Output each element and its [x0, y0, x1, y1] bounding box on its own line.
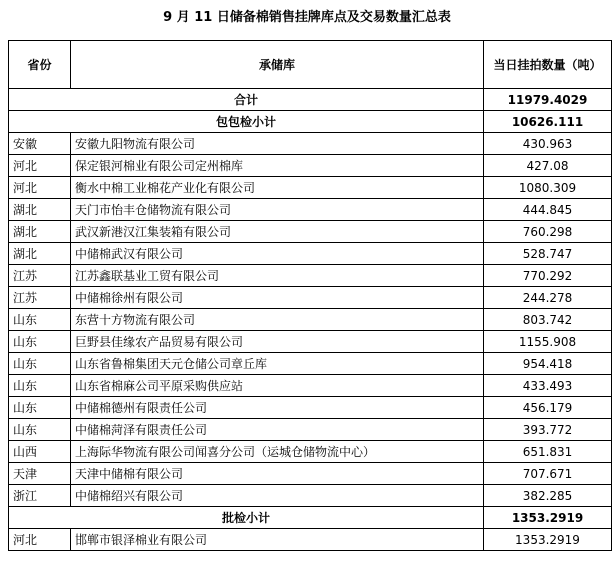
warehouse-cell: 东营十方物流有限公司 — [71, 309, 484, 331]
warehouse-cell: 中储棉德州有限责任公司 — [71, 397, 484, 419]
warehouse-cell: 山东省鲁棉集团天元仓储公司章丘库 — [71, 353, 484, 375]
quantity-cell: 651.831 — [484, 441, 612, 463]
province-cell: 山东 — [9, 375, 71, 397]
province-cell: 湖北 — [9, 221, 71, 243]
table-row — [9, 199, 612, 221]
table-row — [9, 265, 612, 287]
summary-table — [8, 40, 612, 551]
header-quantity: 当日挂拍数量（吨） — [484, 41, 612, 89]
warehouse-cell: 衡水中棉工业棉花产业化有限公司 — [71, 177, 484, 199]
province-cell: 河北 — [9, 155, 71, 177]
total-row — [9, 89, 612, 111]
warehouse-cell: 中储棉武汉有限公司 — [71, 243, 484, 265]
warehouse-cell: 山东省棉麻公司平原采购供应站 — [71, 375, 484, 397]
warehouse-cell: 江苏鑫联基业工贸有限公司 — [71, 265, 484, 287]
page-title: 9 月 11 日储备棉销售挂牌库点及交易数量汇总表 — [163, 10, 451, 25]
quantity-cell: 1155.908 — [484, 331, 612, 353]
subtotal-row — [9, 111, 612, 133]
province-cell: 山东 — [9, 331, 71, 353]
table-row — [9, 485, 612, 507]
quantity-cell: 430.963 — [484, 133, 612, 155]
province-cell: 江苏 — [9, 265, 71, 287]
header-warehouse: 承储库 — [71, 41, 484, 89]
subtotal-label: 包包检小计 — [9, 111, 484, 133]
warehouse-cell: 中储棉菏泽有限责任公司 — [71, 419, 484, 441]
table-row — [9, 287, 612, 309]
province-cell: 山东 — [9, 309, 71, 331]
province-cell: 浙江 — [9, 485, 71, 507]
table-row — [9, 375, 612, 397]
subtotal-label: 批检小计 — [9, 507, 484, 529]
subtotal-row — [9, 507, 612, 529]
quantity-cell: 427.08 — [484, 155, 612, 177]
province-cell: 安徽 — [9, 133, 71, 155]
province-cell: 湖北 — [9, 199, 71, 221]
warehouse-cell: 安徽九阳物流有限公司 — [71, 133, 484, 155]
province-cell: 山东 — [9, 397, 71, 419]
quantity-cell: 1080.309 — [484, 177, 612, 199]
province-cell: 江苏 — [9, 287, 71, 309]
quantity-cell: 382.285 — [484, 485, 612, 507]
total-value: 11979.4029 — [484, 89, 612, 111]
table-row — [9, 397, 612, 419]
quantity-cell: 433.493 — [484, 375, 612, 397]
warehouse-cell: 天门市怡丰仓储物流有限公司 — [71, 199, 484, 221]
table-row — [9, 419, 612, 441]
header-province: 省份 — [9, 41, 71, 89]
quantity-cell: 760.298 — [484, 221, 612, 243]
table-row — [9, 463, 612, 485]
quantity-cell: 456.179 — [484, 397, 612, 419]
table-body — [9, 89, 612, 551]
warehouse-cell: 武汉新港汉江集装箱有限公司 — [71, 221, 484, 243]
table-row — [9, 441, 612, 463]
quantity-cell: 393.772 — [484, 419, 612, 441]
table-row — [9, 243, 612, 265]
warehouse-cell: 中储棉绍兴有限公司 — [71, 485, 484, 507]
warehouse-cell: 中储棉徐州有限公司 — [71, 287, 484, 309]
quantity-cell: 528.747 — [484, 243, 612, 265]
province-cell: 天津 — [9, 463, 71, 485]
table-row — [9, 177, 612, 199]
table-row — [9, 133, 612, 155]
subtotal-value: 10626.111 — [484, 111, 612, 133]
province-cell: 湖北 — [9, 243, 71, 265]
quantity-cell: 444.845 — [484, 199, 612, 221]
table-row — [9, 309, 612, 331]
quantity-cell: 1353.2919 — [484, 529, 612, 551]
warehouse-cell: 巨野县佳缘农产品贸易有限公司 — [71, 331, 484, 353]
province-cell: 河北 — [9, 177, 71, 199]
warehouse-cell: 邯郸市银泽棉业有限公司 — [71, 529, 484, 551]
province-cell: 山东 — [9, 419, 71, 441]
table-row — [9, 353, 612, 375]
total-label: 合计 — [9, 89, 484, 111]
table-header-row — [9, 41, 612, 89]
quantity-cell: 954.418 — [484, 353, 612, 375]
province-cell: 山西 — [9, 441, 71, 463]
table-row — [9, 155, 612, 177]
table-row — [9, 529, 612, 551]
warehouse-cell: 上海际华物流有限公司闻喜分公司（运城仓储物流中心） — [71, 441, 484, 463]
table-row — [9, 331, 612, 353]
quantity-cell: 770.292 — [484, 265, 612, 287]
warehouse-cell: 天津中储棉有限公司 — [71, 463, 484, 485]
quantity-cell: 803.742 — [484, 309, 612, 331]
subtotal-value: 1353.2919 — [484, 507, 612, 529]
quantity-cell: 244.278 — [484, 287, 612, 309]
province-cell: 河北 — [9, 529, 71, 551]
quantity-cell: 707.671 — [484, 463, 612, 485]
warehouse-cell: 保定银河棉业有限公司定州棉库 — [71, 155, 484, 177]
province-cell: 山东 — [9, 353, 71, 375]
table-row — [9, 221, 612, 243]
